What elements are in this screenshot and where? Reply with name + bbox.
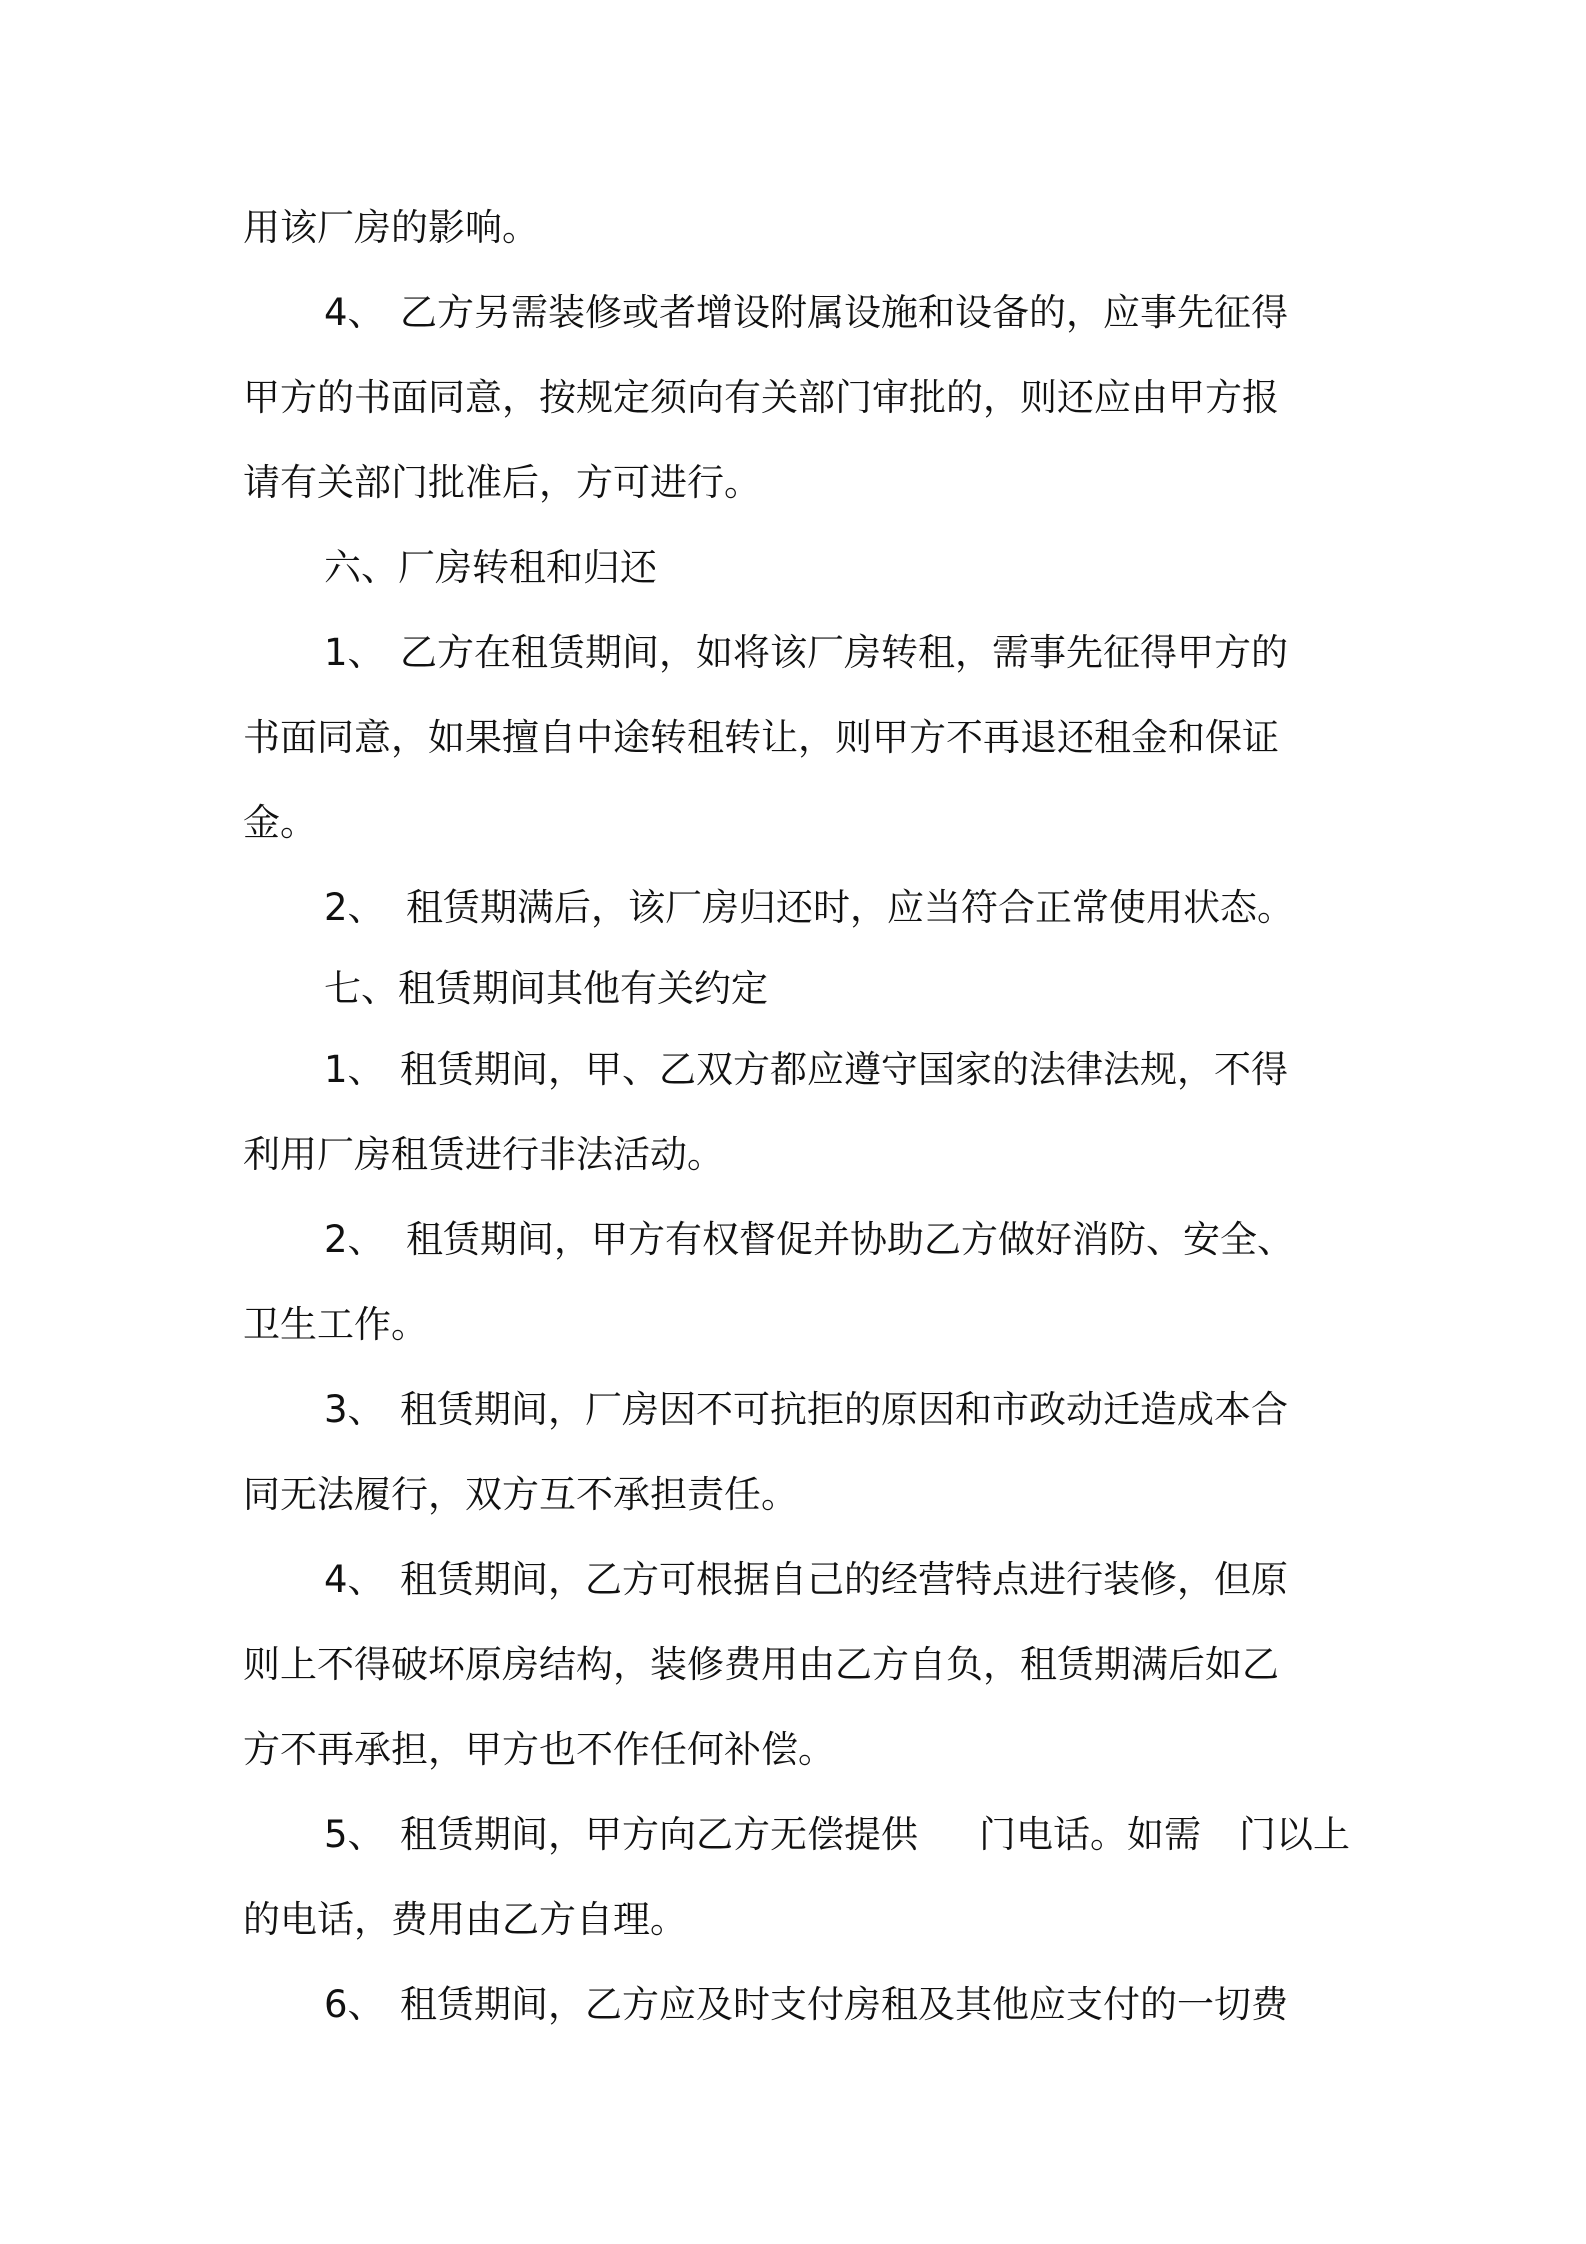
paragraph-line bbox=[0, 1208, 1586, 1272]
text-line bbox=[0, 1123, 1586, 1187]
text-line bbox=[0, 451, 1586, 515]
text-line bbox=[0, 1718, 1586, 1782]
item-number: 4、 bbox=[324, 1558, 385, 1601]
line-text: 甲方的书面同意，按规定须向有关部门审批的，则还应由甲方报 bbox=[243, 376, 1279, 419]
line-text: 同无法履行，双方互不承担责任。 bbox=[243, 1473, 798, 1516]
line-text: 租赁期满后，该厂房归还时，应当符合正常使用状态。 bbox=[406, 886, 1294, 929]
line-text: 六、厂房转租和归还 bbox=[324, 546, 657, 589]
line-text: 七、租赁期间其他有关约定 bbox=[324, 967, 768, 1010]
paragraph-line bbox=[0, 281, 1586, 345]
text-line bbox=[0, 1463, 1586, 1527]
item-number: 3、 bbox=[324, 1388, 385, 1431]
item-number: 1、 bbox=[324, 1048, 385, 1091]
text-line bbox=[0, 366, 1586, 430]
line-text: 租赁期间，甲、乙双方都应遵守国家的法律法规，不得 bbox=[400, 1048, 1288, 1091]
paragraph-line bbox=[0, 1038, 1586, 1102]
item-number: 4、 bbox=[324, 291, 385, 334]
paragraph-line bbox=[0, 876, 1586, 940]
line-text: 方不再承担，甲方也不作任何补偿。 bbox=[243, 1728, 835, 1771]
text-line bbox=[0, 1633, 1586, 1697]
section-heading bbox=[0, 536, 1586, 600]
line-text: 租赁期间，甲方有权督促并协助乙方做好消防、安全、 bbox=[406, 1218, 1294, 1261]
line-text: 书面同意，如果擅自中途转租转让，则甲方不再退还租金和保证 bbox=[243, 716, 1279, 759]
line-text: 用该厂房的影响。 bbox=[243, 206, 539, 249]
text-line bbox=[0, 196, 1586, 260]
line-text: 租赁期间，厂房因不可抗拒的原因和市政动迁造成本合 bbox=[400, 1388, 1288, 1431]
text-line bbox=[0, 1888, 1586, 1952]
paragraph-line bbox=[0, 1378, 1586, 1442]
item-number: 2、 bbox=[324, 886, 385, 929]
item-number: 6、 bbox=[324, 1983, 385, 2026]
line-text: 租赁期间，乙方应及时支付房租及其他应支付的一切费 bbox=[400, 1983, 1288, 2026]
line-text: 请有关部门批准后，方可进行。 bbox=[243, 461, 761, 504]
line-text: 乙方在租赁期间，如将该厂房转租，需事先征得甲方的 bbox=[400, 631, 1288, 674]
paragraph-line bbox=[0, 621, 1586, 685]
line-text: 租赁期间，乙方可根据自己的经营特点进行装修，但原 bbox=[400, 1558, 1288, 1601]
line-text: 卫生工作。 bbox=[243, 1303, 428, 1346]
line-text: 利用厂房租赁进行非法活动。 bbox=[243, 1133, 724, 1176]
line-text: 金。 bbox=[243, 801, 317, 844]
text-line bbox=[0, 791, 1586, 855]
item-number: 1、 bbox=[324, 631, 385, 674]
line-text: 门电话。如需 bbox=[979, 1813, 1201, 1856]
paragraph-line bbox=[0, 1973, 1586, 2037]
line-text: 的电话，费用由乙方自理。 bbox=[243, 1898, 687, 1941]
line-text: 则上不得破坏原房结构，装修费用由乙方自负，租赁期满后如乙 bbox=[243, 1643, 1279, 1686]
item-number: 2、 bbox=[324, 1218, 385, 1261]
line-text: 租赁期间，甲方向乙方无偿提供 bbox=[400, 1813, 918, 1856]
item-number: 5、 bbox=[324, 1813, 385, 1856]
line-text: 门以上 bbox=[1239, 1813, 1350, 1856]
line-text: 乙方另需装修或者增设附属设施和设备的，应事先征得 bbox=[400, 291, 1288, 334]
text-line bbox=[0, 1293, 1586, 1357]
paragraph-line bbox=[0, 1548, 1586, 1612]
paragraph-line bbox=[0, 1803, 1586, 1867]
section-heading bbox=[0, 957, 1586, 1021]
text-line bbox=[0, 706, 1586, 770]
